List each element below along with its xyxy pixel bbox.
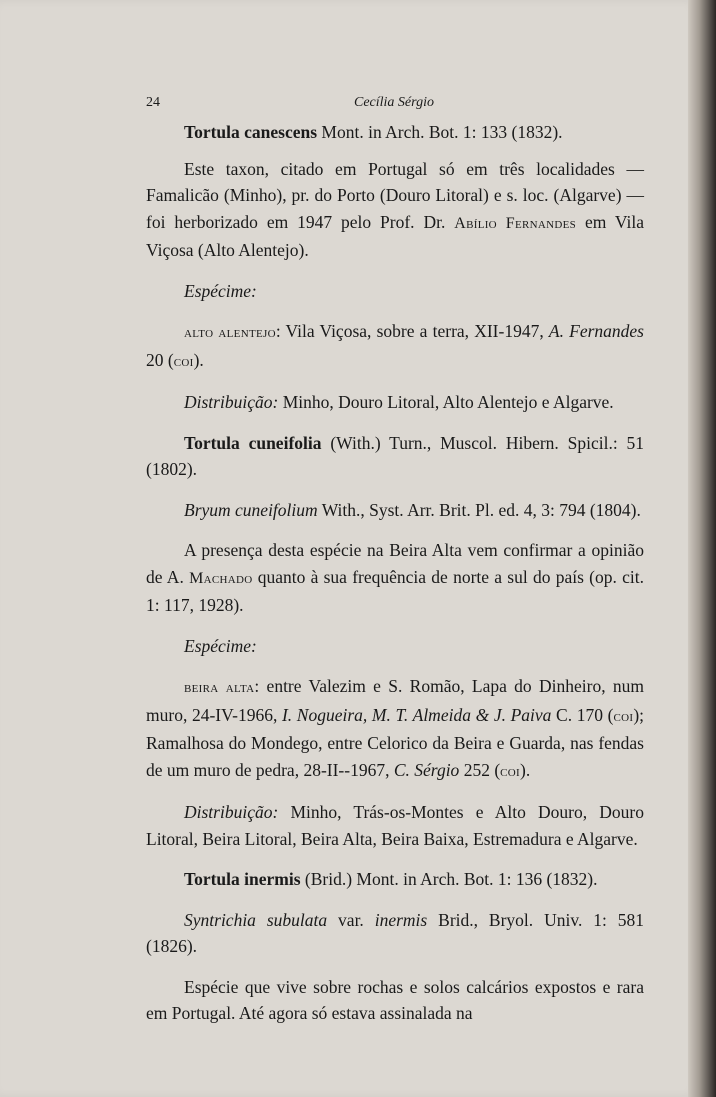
distribution-label: Distribuição: xyxy=(184,392,279,412)
collector-names: I. Nogueira, M. T. Almeida & J. Paiva xyxy=(281,704,552,725)
paragraph-canescens-intro xyxy=(146,156,644,264)
distribution-canescens xyxy=(146,389,644,416)
distribution-label: Distribuição: xyxy=(184,802,279,822)
label-text: Espécime: xyxy=(184,280,257,301)
distribution-cuneifolia xyxy=(146,799,644,852)
herbarium-code: coi xyxy=(173,352,194,370)
specimen-record-cuneifolia xyxy=(146,673,644,785)
text-run: em Vila Viçosa (Alto Alentejo). xyxy=(146,211,644,260)
synonym-name: Syntrichia subulata xyxy=(184,909,328,930)
taxon-citation: (With.) Turn., Muscol. Hibern. Spicil.: 51 (1802). xyxy=(146,432,645,479)
text-run: Espécie que vive sobre rochas e solos calcários expostos e rara em Portugal. Até agora só estava assinalada na xyxy=(146,976,644,1023)
text-run: Este taxon, citado em Portugal só em três localidades — Famalicão (Minho), pr. do Porto (Douro Litoral) e s. loc. (Algarve) — foi herborizado em 1947 pelo Prof. Dr. xyxy=(146,158,644,232)
text-run: ). xyxy=(520,759,531,780)
running-head-author: Cecília Sérgio xyxy=(354,95,434,110)
synonym-cuneifolia xyxy=(146,497,644,524)
region-name: beira alta xyxy=(184,679,255,696)
text-run: var. xyxy=(327,909,375,930)
text-run: C. 170 ( xyxy=(551,704,614,725)
paragraph-inermis xyxy=(146,974,644,1027)
collector-name: Abílio Fernandes xyxy=(454,214,577,232)
page-edge xyxy=(688,0,716,1097)
text-run: : entre Valezim e S. Romão, Lapa do Dinheiro, num muro, 24-IV-1966, xyxy=(146,676,645,725)
taxon-name: Tortula inermis xyxy=(184,869,301,889)
synonym-variety: inermis xyxy=(374,909,428,930)
specimen-record-canescens xyxy=(146,318,644,375)
text-run: ); Ramalhosa do Mondego, entre Celorico da Beira e Guarda, nas fendas de um muro de pedra, 28-II--1967, xyxy=(146,704,645,780)
specimen-label xyxy=(146,278,644,305)
taxon-heading-canescens xyxy=(146,119,644,146)
collector-name: A. Fernandes xyxy=(548,321,644,341)
text-run: A presença desta espécie na Beira Alta vem confirmar a opinião de A. xyxy=(146,540,644,587)
taxon-citation: Mont. in Arch. Bot. 1: 133 (1832). xyxy=(317,122,563,142)
synonym-citation: Brid., Bryol. Univ. 1: 581 (1826). xyxy=(146,909,645,956)
running-header xyxy=(146,95,644,119)
taxon-name: Tortula canescens xyxy=(184,122,318,142)
synonym-inermis xyxy=(146,907,644,960)
region-name: alto alentejo xyxy=(184,324,276,341)
text-run: quanto à sua frequência de norte a sul do país (op. cit. 1: 117, 1928). xyxy=(146,566,644,615)
herbarium-code: coi xyxy=(500,762,520,780)
synonym-name: Bryum cuneifolium xyxy=(184,499,318,520)
text-run: : Vila Viçosa, sobre a terra, XII-1947, xyxy=(275,321,549,341)
herbarium-code: coi xyxy=(613,707,634,725)
text-run: Minho, Trás-os-Montes e Alto Douro, Douro Litoral, Beira Litoral, Beira Alta, Beira Baixa, Estremadura e Algarve. xyxy=(146,802,644,849)
specimen-label xyxy=(146,633,644,660)
text-run: 20 ( xyxy=(146,349,174,370)
paragraph-cuneifolia xyxy=(146,537,644,619)
label-text: Espécime: xyxy=(184,635,257,656)
taxon-citation: (Brid.) Mont. in Arch. Bot. 1: 136 (1832). xyxy=(300,869,598,889)
text-run: 252 ( xyxy=(459,759,501,780)
author-name: Machado xyxy=(189,569,253,587)
page-content xyxy=(146,95,644,1027)
text-run: Minho, Douro Litoral, Alto Alentejo e Algarve. xyxy=(278,392,614,412)
taxon-heading-cuneifolia xyxy=(146,430,644,483)
taxon-name: Tortula cuneifolia xyxy=(184,432,322,453)
collector-name: C. Sérgio xyxy=(393,759,460,780)
text-run: ). xyxy=(193,349,204,370)
taxon-heading-inermis xyxy=(146,866,644,893)
synonym-citation: With., Syst. Arr. Brit. Pl. ed. 4, 3: 794 (1804). xyxy=(317,499,641,520)
page-number: 24 xyxy=(146,95,160,110)
